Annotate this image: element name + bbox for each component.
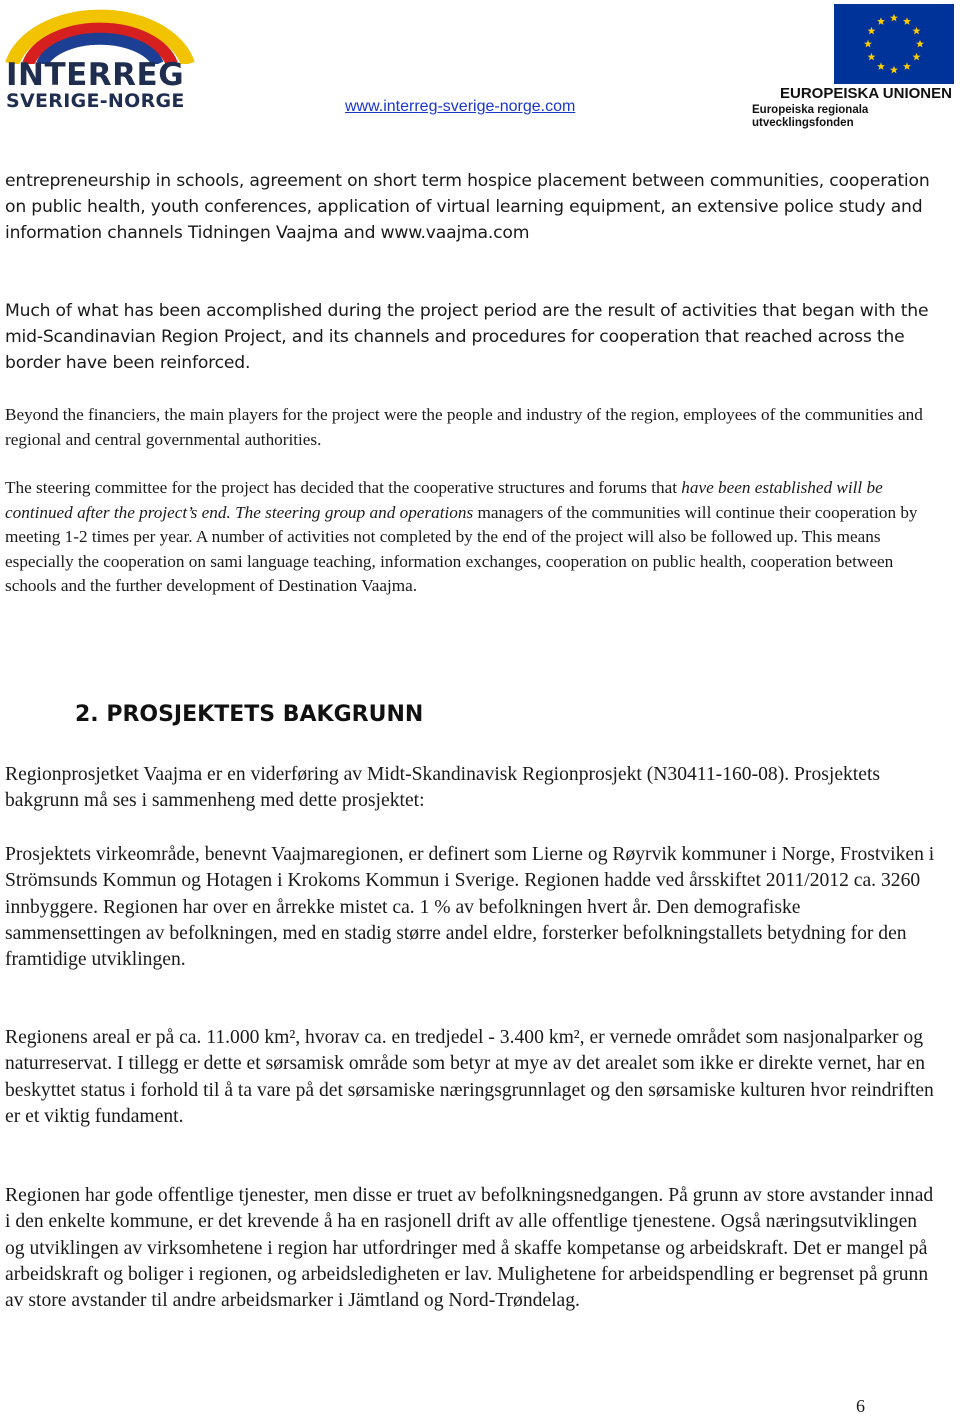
eu-star-icon [913,27,921,35]
eu-title: EUROPEISKA UNIONEN [780,85,952,102]
eu-subtitle: Europeiska regionala utvecklingsfonden [752,104,869,129]
eu-stars [834,4,954,84]
paragraph-financiers: Beyond the financiers, the main players for the project were the people and industry of the region, employees of the communities and regional and central governmental authorities. [5,405,923,449]
paragraph-accomplished: Much of what has been accomplished during the project period are the result of activities that began with the mid-Scandinavian Region Project, and its channels and procedures for cooperation that reached across the border have been reinforced. [5,301,929,373]
paragraph-services: Regionen har gode offentlige tjenester, men disse er truet av befolkningsnedgangen. På grunn av store avstander innad i den enkelte kommune, er det krevende å ha en rasjonell drift av alle offentlige tjenestene. Også næringsutviklingen og utviklingen av virksomhetene i region har utfordringer med å skaffe kompetanse og arbeidskraft. Det er mangel på arbeidskraft og boliger i regionen, og arbeidsledigheten er lav. Mulighetene for arbeidspendling er begrenset på grunn av store avstander til andre arbeidsmarker i Jämtland og Nord-Trøndelag. [5,1185,934,1312]
paragraph-activities: entrepreneurship in schools, agreement on short term hospice placement between communities, cooperation on public health, youth conferences, application of virtual learning equipment, an extensive police study and information channels Tidningen Vaajma and www.vaajma.com [5,171,930,243]
interreg-logo-title: INTERREG [6,57,185,93]
eu-flag-icon [834,4,954,84]
eu-star-icon [903,62,911,70]
steering-text-part2: managers of the communities will continue their cooperation by meeting 1-2 times per year. A number of activities not completed by the end of the project will also be followed up. This means especially the cooperation on sami language teaching, information exchanges, cooperation on public health, cooperation between schools and the further development of Destination Vaajma. [5,502,918,595]
paragraph-region-definition: Prosjektets virkeområde, benevnt Vaajmaregionen, er definert som Lierne og Røyrvik kommuner i Norge, Frostviken i Strömsunds Kommun og Hotagen i Krokoms Kommun i Sverige. Regionen hadde ved årsskiftet 2011/2012 ca. 3260 innbyggere. Regionen har over en årrekke mistet ca. 1 % av befolkningen hvert år. Den demografiske sammensettingen av befolkningen, med en stadig større andel eldre, forsterker befolkningstallets betydning for den framtidige utviklingen. [5,844,935,971]
steering-text-italic: have been established will be continued after the project’s end. The steering group and operations [5,478,883,522]
paragraph-steering-committee [5,476,935,599]
eu-star-icon [890,66,898,74]
eu-star-icon [877,17,885,25]
eu-star-icon [864,40,872,48]
interreg-logo-arcs [2,2,198,64]
paragraph-area: Regionens areal er på ca. 11.000 km², hvorav ca. en tredjedel - 3.400 km², er vernede området som nasjonalparker og naturreservat. I tillegg er dette et sørsamisk område som betyr at mye av det arealet som ikke er direkte vernet, har en beskyttet status i forhold til å ta vare på det sørsamiske næringsgrunnlaget og den sørsamiske kulturen hvor reindriften er et viktig fundament. [5,1027,934,1127]
page-number: 6 [856,1396,865,1416]
eu-star-icon [867,27,875,35]
eu-star-icon [913,53,921,61]
section-heading: 2. PROSJEKTETS BAKGRUNN [75,702,424,727]
eu-star-icon [867,53,875,61]
eu-star-icon [903,17,911,25]
eu-star-icon [890,14,898,22]
paragraph-background: Regionprosjetket Vaajma er en viderføring av Midt-Skandinavisk Regionprosjekt (N30411-160-08). Prosjektets bakgrunn må ses i sammenheng med dette prosjektet: [5,764,881,812]
eu-star-icon [916,40,924,48]
website-link[interactable]: www.interreg-sverige-norge.com [345,98,576,115]
steering-text-part1: The steering committee for the project has decided that the cooperative structures and forums that [5,478,682,497]
interreg-logo-subtitle: SVERIGE-NORGE [6,90,185,112]
eu-star-icon [877,62,885,70]
